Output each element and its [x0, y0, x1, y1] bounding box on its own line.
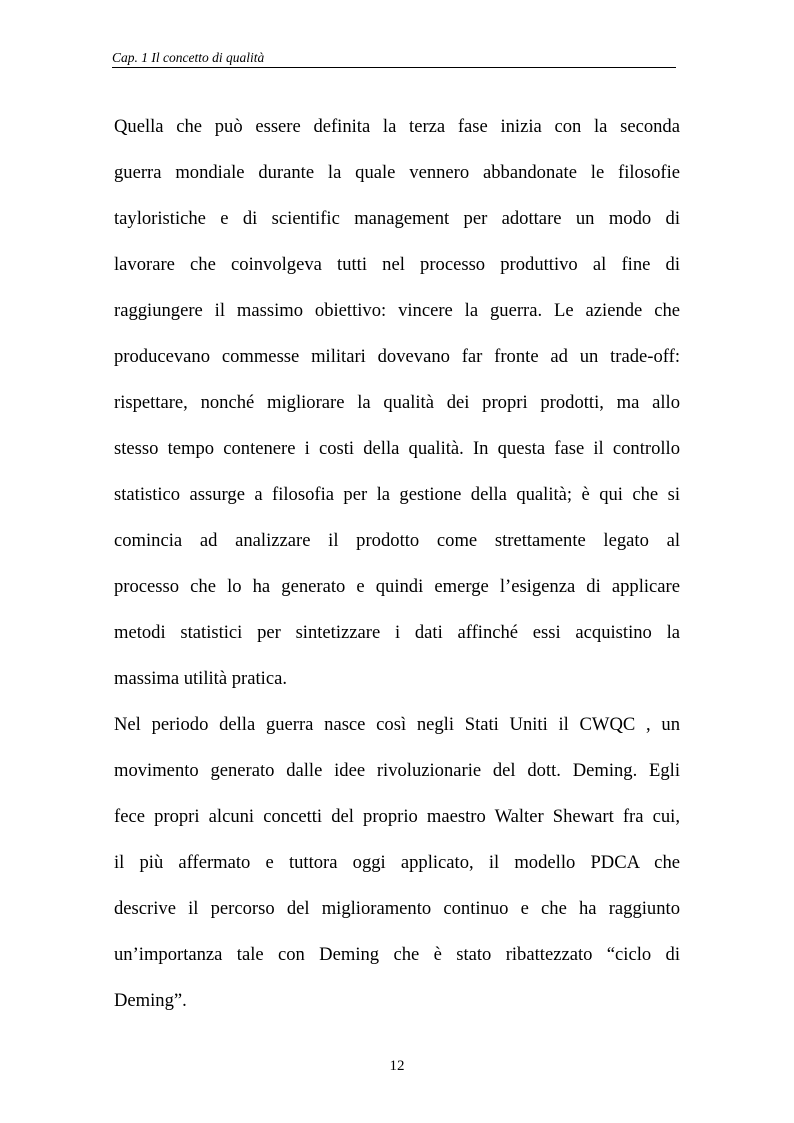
text-line: raggiungere il massimo obiettivo: vincere la guerra. Le aziende che [114, 300, 680, 321]
text-line: comincia ad analizzare il prodotto come strettamente legato al [114, 530, 680, 551]
text-line: tayloristiche e di scientific management per adottare un modo di [114, 208, 680, 229]
text-line: un’importanza tale con Deming che è stato ribattezzato “ciclo di [114, 944, 680, 965]
text-line: processo che lo ha generato e quindi emerge l’esigenza di applicare [114, 576, 680, 597]
text-line: guerra mondiale durante la quale vennero abbandonate le filosofie [114, 162, 680, 183]
running-header: Cap. 1 Il concetto di qualità [112, 50, 676, 68]
body-text [114, 107, 680, 1027]
paragraph-end-line: Deming”. [114, 990, 187, 1011]
text-line: fece propri alcuni concetti del proprio maestro Walter Shewart fra cui, [114, 806, 680, 827]
text-line: Quella che può essere definita la terza fase inizia con la seconda [114, 116, 680, 137]
page-number: 12 [389, 1058, 405, 1074]
text-line: stesso tempo contenere i costi della qualità. In questa fase il controllo [114, 438, 680, 459]
text-line: lavorare che coinvolgeva tutti nel processo produttivo al fine di [114, 254, 680, 275]
paragraph-end-line: massima utilità pratica. [114, 668, 287, 689]
text-line: producevano commesse militari dovevano far fronte ad un trade-off: [114, 346, 680, 367]
text-line: metodi statistici per sintetizzare i dati affinché essi acquistino la [114, 622, 680, 643]
text-line: Nel periodo della guerra nasce così negli Stati Uniti il CWQC , un [114, 714, 680, 735]
text-line: movimento generato dalle idee rivoluzionarie del dott. Deming. Egli [114, 760, 680, 781]
text-line: il più affermato e tuttora oggi applicato, il modello PDCA che [114, 852, 680, 873]
text-line: descrive il percorso del miglioramento continuo e che ha raggiunto [114, 898, 680, 919]
text-line: statistico assurge a filosofia per la gestione della qualità; è qui che si [114, 484, 680, 505]
text-line: rispettare, nonché migliorare la qualità dei propri prodotti, ma allo [114, 392, 680, 413]
